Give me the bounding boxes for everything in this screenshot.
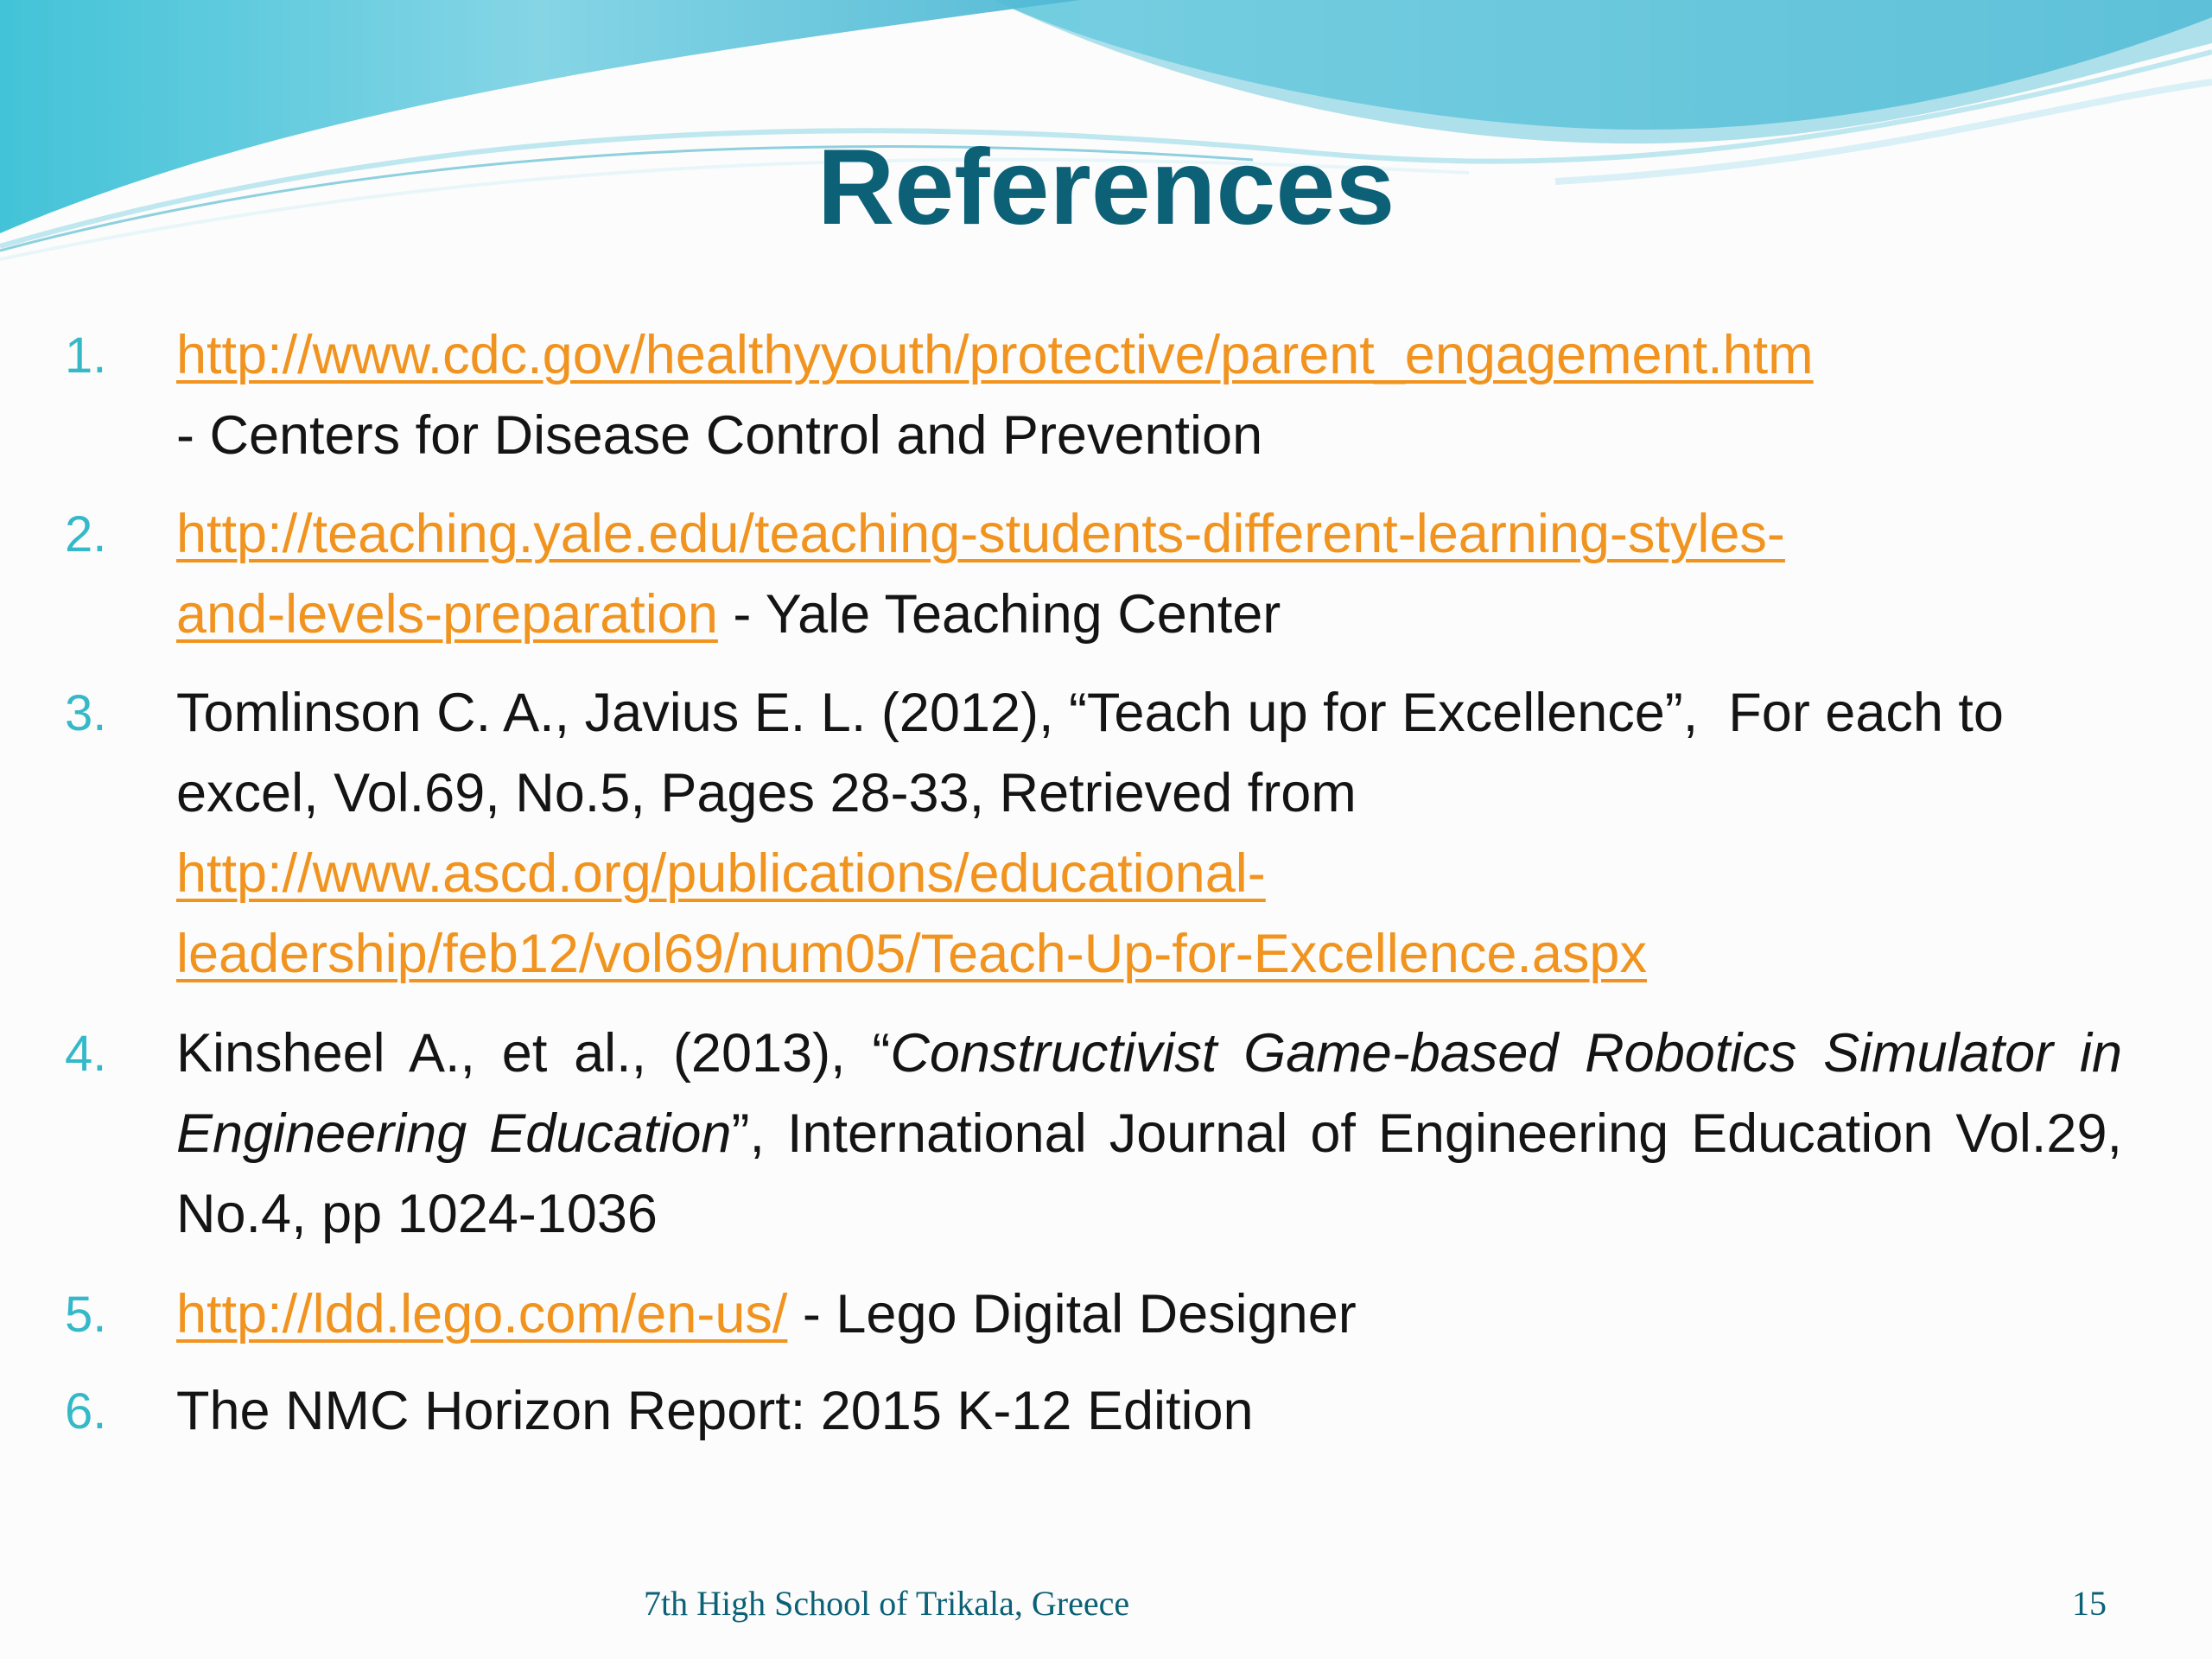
list-number: 5. bbox=[65, 1287, 107, 1343]
reference-citation: Tomlinson C. A., Javius E. L. (2012), “Teach up for Excellence”, For each to excel, Vol.69, No.5, Pages 28-33, Retrieved from bbox=[176, 683, 2019, 823]
list-item bbox=[65, 673, 2147, 995]
reference-source: - Yale Teaching Center bbox=[717, 584, 1281, 645]
list-item bbox=[65, 1274, 2147, 1355]
reference-source: - Lego Digital Designer bbox=[787, 1284, 1357, 1344]
list-item bbox=[65, 315, 2147, 476]
list-number: 6. bbox=[65, 1383, 107, 1440]
page-number: 15 bbox=[2072, 1584, 2107, 1623]
list-item bbox=[65, 494, 2147, 655]
list-number: 4. bbox=[65, 1026, 107, 1082]
slide-title: References bbox=[817, 128, 1395, 247]
list-item bbox=[65, 1371, 2147, 1452]
reference-source: - Centers for Disease Control and Prevention bbox=[176, 405, 1263, 466]
reference-authors: Kinsheel A., et al., (2013), “ bbox=[176, 1023, 891, 1084]
list-item bbox=[65, 1014, 2147, 1255]
reference-link-yale[interactable]: http://teaching.yale.edu/teaching-students-different-learning-styles- and-levels-preparation bbox=[176, 504, 1785, 645]
list-number: 1. bbox=[65, 327, 107, 384]
reference-link-lego[interactable]: http://ldd.lego.com/en-us/ bbox=[176, 1284, 788, 1344]
reference-journal: ”, International Journal of Engineering Education Vol.29, No.4, pp 1024-1036 bbox=[176, 1103, 2122, 1244]
footer-school-name: 7th High School of Trikala, Greece bbox=[644, 1584, 1130, 1623]
reference-citation: The NMC Horizon Report: 2015 K-12 Edition bbox=[176, 1381, 1254, 1441]
reference-link-ascd[interactable]: http://www.ascd.org/publications/educational- leadership/feb12/vol69/num05/Teach-Up-for-Excellence.aspx bbox=[176, 843, 1647, 984]
list-number: 3. bbox=[65, 685, 107, 741]
list-number: 2. bbox=[65, 506, 107, 563]
reference-title: Constructivist Game-based Robotics Simulator in Engineering Education bbox=[176, 1023, 2122, 1164]
reference-link-cdc[interactable]: http://www.cdc.gov/healthyyouth/protective/parent_engagement.htm bbox=[176, 325, 1814, 385]
